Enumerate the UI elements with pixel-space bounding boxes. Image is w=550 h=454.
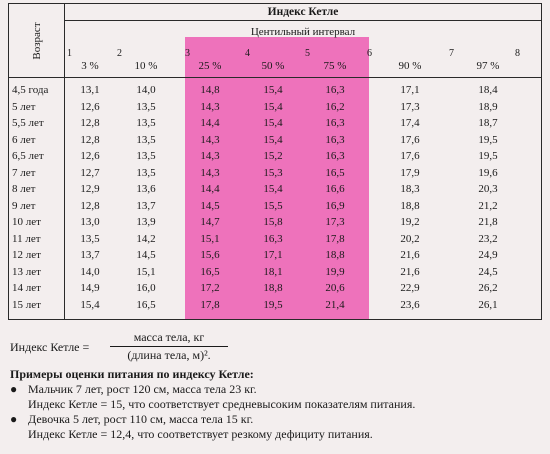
value-cell: 16,6 (325, 183, 345, 195)
value-cell: 20,3 (478, 183, 498, 195)
value-cell: 16,9 (325, 199, 345, 212)
value-cell: 18,8 (263, 282, 283, 294)
value-cell: 13,1 (80, 84, 100, 96)
value-cell: 15,8 (263, 216, 283, 228)
percentile-label: 75 % (323, 60, 347, 72)
percentile-label: 3 % (81, 60, 99, 72)
age-column (9, 78, 65, 320)
value-cell: 15,4 (80, 298, 100, 311)
value-cell: 18,8 (400, 199, 420, 212)
value-cell: 12,7 (80, 166, 100, 179)
value-cell: 17,9 (400, 166, 420, 179)
column-number: 2 (117, 48, 122, 59)
value-cell: 15,5 (263, 199, 283, 212)
column-p90 (385, 82, 435, 313)
column-p75 (310, 82, 360, 313)
value-cell: 16,3 (325, 84, 345, 96)
age-cell: 15 лет (12, 298, 41, 311)
value-cell: 15,1 (136, 265, 156, 278)
column-p97 (463, 82, 513, 313)
value-cell: 20,6 (325, 282, 345, 294)
value-cell: 14,8 (200, 84, 220, 96)
value-cell: 17,8 (325, 232, 345, 245)
value-cell: 13,5 (80, 232, 100, 245)
value-cell: 15,4 (263, 100, 283, 113)
age-cell: 14 лет (12, 282, 41, 294)
percentile-label: 97 % (476, 60, 500, 72)
value-cell: 16,0 (136, 282, 156, 294)
example-case (10, 382, 415, 397)
value-cell: 14,3 (200, 133, 220, 146)
examples-title: Примеры оценки питания по индексу Кетле: (10, 367, 254, 381)
age-cell: 6,5 лет (12, 150, 44, 162)
value-cell: 18,9 (478, 100, 498, 113)
value-cell: 24,5 (478, 265, 498, 278)
value-cell: 26,1 (478, 298, 498, 311)
value-cell: 19,6 (478, 166, 498, 179)
value-cell: 18,7 (478, 117, 498, 129)
value-cell: 19,2 (400, 216, 420, 228)
column-number: 6 (367, 48, 372, 59)
value-cell: 14,0 (136, 84, 156, 96)
value-cell: 16,2 (325, 100, 345, 113)
example-result: Индекс Кетле = 15, что соответствует средневысоким показателям питания. (28, 397, 416, 411)
column-number: 4 (245, 48, 250, 59)
value-cell: 13,5 (136, 100, 156, 113)
value-cell: 12,6 (80, 100, 100, 113)
value-cell: 18,4 (478, 84, 498, 96)
bullet-icon: ● (10, 412, 18, 426)
age-cell: 13 лет (12, 265, 41, 278)
column-number: 7 (449, 48, 454, 59)
value-cell: 18,3 (400, 183, 420, 195)
value-cell: 19,9 (325, 265, 345, 278)
value-cell: 15,4 (263, 84, 283, 96)
age-cell: 4,5 года (12, 84, 49, 96)
value-cell: 17,8 (200, 298, 220, 311)
example-case-text: Девочка 5 лет, рост 110 см, масса тела 15 кг. (28, 412, 254, 426)
value-cell: 14,0 (80, 265, 100, 278)
value-cell: 16,3 (325, 150, 345, 162)
value-cell: 15,2 (263, 150, 283, 162)
age-cell: 7 лет (12, 166, 36, 179)
value-cell: 12,8 (80, 199, 100, 212)
example-case-text: Мальчик 7 лет, рост 120 см, масса тела 23 кг. (28, 382, 257, 396)
value-cell: 13,5 (136, 150, 156, 162)
value-cell: 14,7 (200, 216, 220, 228)
value-cell: 16,5 (136, 298, 156, 311)
value-cell: 20,2 (400, 232, 420, 245)
column-p25 (185, 82, 235, 313)
age-column-header (9, 4, 65, 78)
value-cell: 19,5 (263, 298, 283, 311)
percentile-label: 50 % (261, 60, 285, 72)
value-cell: 14,3 (200, 150, 220, 162)
example-result: Индекс Кетле = 12,4, что соответствует резкому дефициту питания. (28, 427, 373, 441)
value-cell: 13,5 (136, 117, 156, 129)
value-cell: 14,2 (136, 232, 156, 245)
formula-label: Индекс Кетле = (10, 340, 90, 354)
bullet-icon: ● (10, 382, 18, 396)
value-cell: 17,6 (400, 133, 420, 146)
value-cell: 21,6 (400, 249, 420, 261)
value-cell: 14,5 (200, 199, 220, 212)
percentile-label: 10 % (134, 60, 158, 72)
value-cell: 18,8 (325, 249, 345, 261)
value-cell: 14,4 (200, 183, 220, 195)
value-cell: 17,4 (400, 117, 420, 129)
percentile-interval-label: Центильный интервал (250, 26, 356, 38)
value-cell: 15,1 (200, 232, 220, 245)
value-cell: 15,3 (263, 166, 283, 179)
formula-denominator: (длина тела, м)². (127, 348, 211, 362)
value-cell: 14,3 (200, 166, 220, 179)
values-area (65, 78, 542, 320)
value-cell: 14,9 (80, 282, 100, 294)
age-cell: 8 лет (12, 183, 36, 195)
age-cell: 9 лет (12, 199, 36, 212)
value-cell: 21,6 (400, 265, 420, 278)
column-p10 (121, 82, 171, 313)
age-cell: 5 лет (12, 100, 36, 113)
value-cell: 17,2 (200, 282, 220, 294)
table-title: Индекс Кетле (65, 4, 542, 21)
value-cell: 12,8 (80, 133, 100, 146)
column-number: 5 (305, 48, 310, 59)
value-cell: 16,5 (200, 265, 220, 278)
value-cell: 12,6 (80, 150, 100, 162)
example-case (10, 412, 415, 427)
value-cell: 12,9 (80, 183, 100, 195)
age-cell: 6 лет (12, 133, 36, 146)
value-cell: 23,6 (400, 298, 420, 311)
value-cell: 17,1 (263, 249, 283, 261)
value-cell: 18,1 (263, 265, 283, 278)
value-cell: 21,2 (478, 199, 498, 212)
value-cell: 17,3 (400, 100, 420, 113)
column-p50 (248, 82, 298, 313)
value-cell: 21,4 (325, 298, 345, 311)
value-cell: 24,9 (478, 249, 498, 261)
value-cell: 16,3 (325, 117, 345, 129)
formula-numerator: масса тела, кг (110, 330, 228, 347)
percentile-label: 25 % (198, 60, 222, 72)
value-cell: 23,2 (478, 232, 498, 245)
value-cell: 22,9 (400, 282, 420, 294)
column-number: 8 (515, 48, 520, 59)
value-cell: 13,7 (136, 199, 156, 212)
value-cell: 26,2 (478, 282, 498, 294)
value-cell: 15,4 (263, 117, 283, 129)
value-cell: 19,5 (478, 133, 498, 146)
value-cell: 13,5 (136, 166, 156, 179)
age-header-label: Возраст (30, 21, 43, 60)
value-cell: 21,8 (478, 216, 498, 228)
column-p3 (65, 82, 115, 313)
formula-fraction (110, 330, 228, 363)
value-cell: 14,4 (200, 117, 220, 129)
examples-section (10, 367, 415, 442)
percentile-label: 90 % (398, 60, 422, 72)
value-cell: 15,4 (263, 183, 283, 195)
value-cell: 13,7 (80, 249, 100, 261)
age-cell: 12 лет (12, 249, 41, 261)
value-cell: 13,0 (80, 216, 100, 228)
value-cell: 17,1 (400, 84, 420, 96)
value-cell: 17,3 (325, 216, 345, 228)
value-cell: 15,6 (200, 249, 220, 261)
value-cell: 17,6 (400, 150, 420, 162)
percentile-header (65, 21, 542, 78)
value-cell: 16,5 (325, 166, 345, 179)
value-cell: 15,4 (263, 133, 283, 146)
value-cell: 12,8 (80, 117, 100, 129)
value-cell: 13,5 (136, 133, 156, 146)
value-cell: 14,5 (136, 249, 156, 261)
age-cell: 11 лет (12, 232, 41, 245)
column-number: 1 (67, 48, 72, 59)
ketle-index-table (8, 3, 542, 320)
value-cell: 13,6 (136, 183, 156, 195)
age-cell: 5,5 лет (12, 117, 44, 129)
value-cell: 16,3 (263, 232, 283, 245)
column-number: 3 (185, 48, 190, 59)
value-cell: 14,3 (200, 100, 220, 113)
age-cell: 10 лет (12, 216, 41, 228)
value-cell: 13,9 (136, 216, 156, 228)
value-cell: 19,5 (478, 150, 498, 162)
value-cell: 16,3 (325, 133, 345, 146)
